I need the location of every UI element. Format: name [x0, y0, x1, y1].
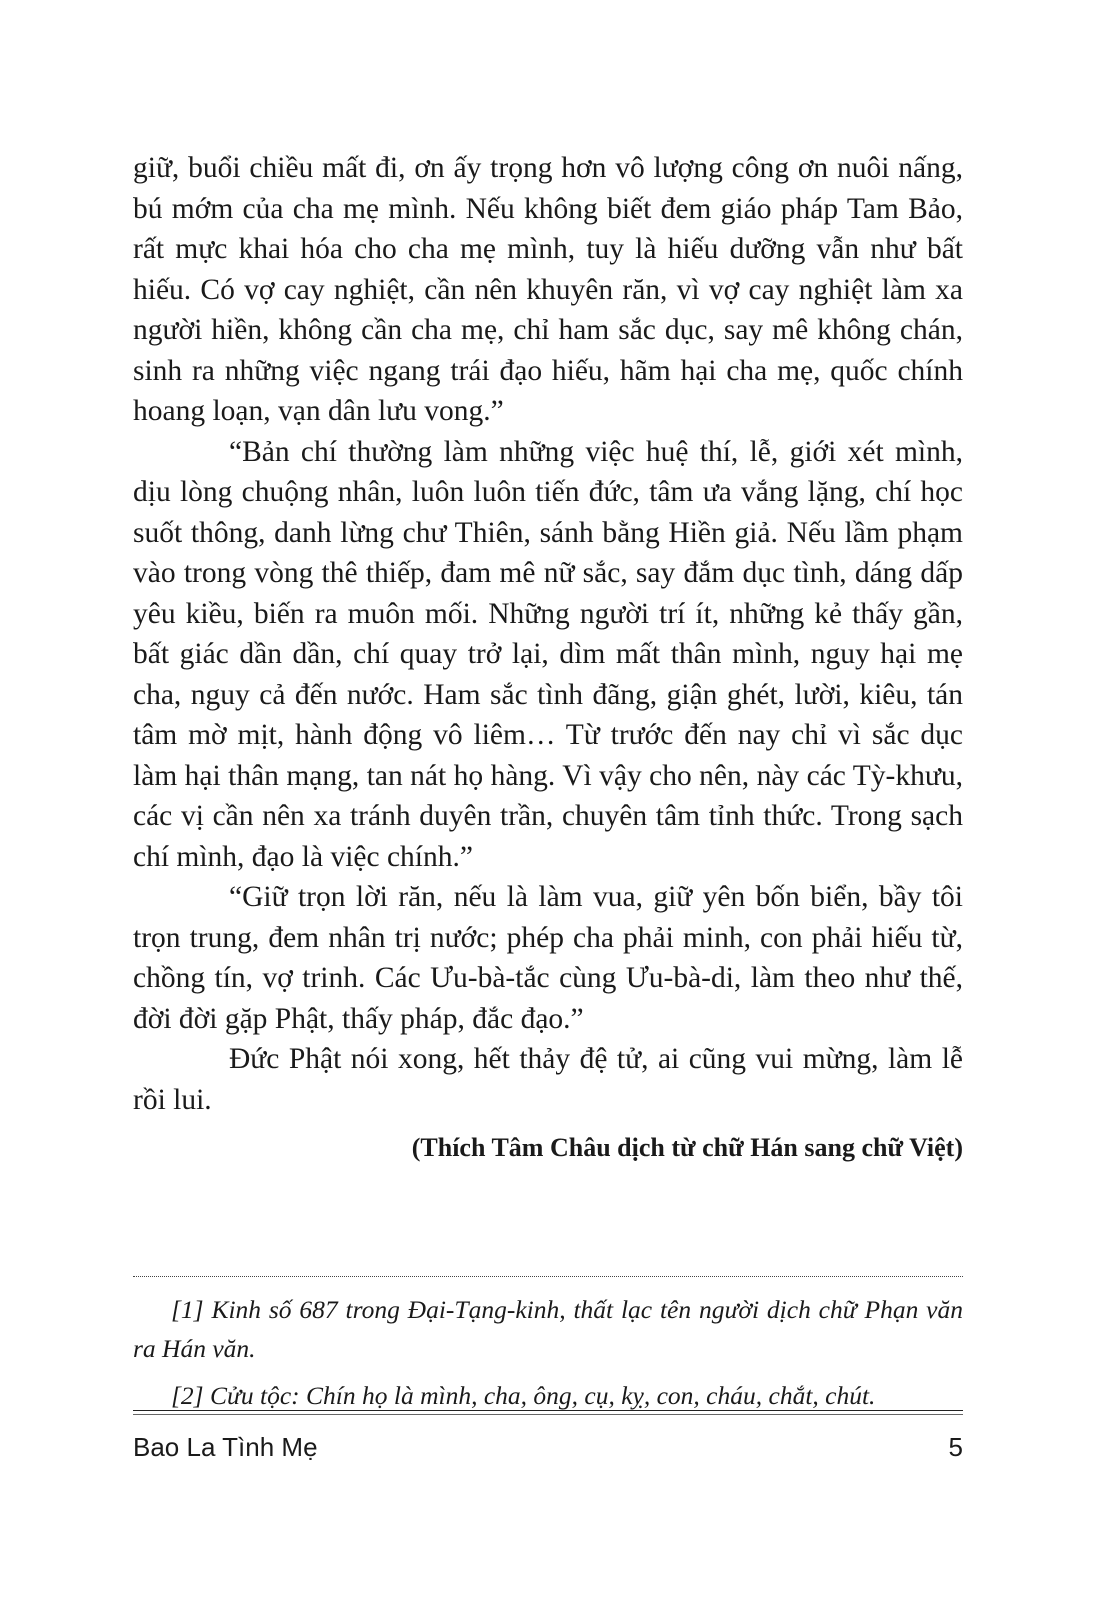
book-title: Bao La Tình Mẹ	[133, 1432, 318, 1462]
footnotes	[133, 1290, 963, 1423]
paragraph-3: “Giữ trọn lời răn, nếu là làm vua, giữ yên bốn biển, bầy tôi trọn trung, đem nhân trị nước; phép cha phải minh, con phải hiếu từ, chồng tín, vợ trinh. Các Ưu-bà-tắc cùng Ưu-bà-di, làm theo như thế, đời đời gặp Phật, thấy pháp, đắc đạo.”	[133, 881, 963, 1035]
footer-rule	[133, 1410, 963, 1411]
footnote-2: [2] Cửu tộc: Chín họ là mình, cha, ông, cụ, kỵ, con, cháu, chắt, chút.	[171, 1381, 876, 1410]
footnote-1: [1] Kinh số 687 trong Đại-Tạng-kinh, thất lạc tên người dịch chữ Phạn văn ra Hán văn.	[133, 1295, 963, 1363]
page-number: 5	[948, 1432, 963, 1462]
main-text	[133, 148, 963, 1120]
footer-rule-thin	[133, 1414, 963, 1415]
page-footer	[133, 1432, 963, 1462]
paragraph-2: “Bản chí thường làm những việc huệ thí, lễ, giới xét mình, dịu lòng chuộng nhân, luôn luôn tiến đức, tâm ưa vắng lặng, chí học suốt thông, danh lừng chư Thiên, sánh bằng Hiền giả. Nếu lầm phạm vào trong vòng thê thiếp, đam mê nữ sắc, say đắm dục tình, dáng dấp yêu kiều, biến ra muôn mối. Những người trí ít, những kẻ thấy gần, bất giác dần dần, chí quay trở lại, dìm mất thân mình, nguy hại mẹ cha, nguy cả đến nước. Ham sắc tình đãng, giận ghét, lười, kiêu, tán tâm mờ mịt, hành động vô liêm… Từ trước đến nay chỉ vì sắc dục làm hại thân mạng, tan nát họ hàng. Vì vậy cho nên, này các Tỳ-khưu, các vị cần nên xa tránh duyên trần, chuyên tâm tỉnh thức. Trong sạch chí mình, đạo là việc chính.”	[133, 435, 963, 873]
footnote-divider	[133, 1276, 963, 1277]
translator-attribution: (Thích Tâm Châu dịch từ chữ Hán sang chữ Việt)	[411, 1133, 963, 1162]
paragraph-1: giữ, buổi chiều mất đi, ơn ấy trọng hơn vô lượng công ơn nuôi nấng, bú mớm của cha mẹ mình. Nếu không biết đem giáo pháp Tam Bảo, rất mực khai hóa cho cha mẹ mình, tuy là hiếu dưỡng vẫn như bất hiếu. Có vợ cay nghiệt, cần nên khuyên răn, vì vợ cay nghiệt làm xa người hiền, không cần cha mẹ, chỉ ham sắc dục, say mê không chán, sinh ra những việc ngang trái đạo hiếu, hãm hại cha mẹ, quốc chính hoang loạn, vạn dân lưu vong.”	[133, 152, 963, 427]
page-body	[133, 148, 963, 1168]
paragraph-4: Đức Phật nói xong, hết thảy đệ tử, ai cũng vui mừng, làm lễ rồi lui.	[133, 1043, 963, 1116]
